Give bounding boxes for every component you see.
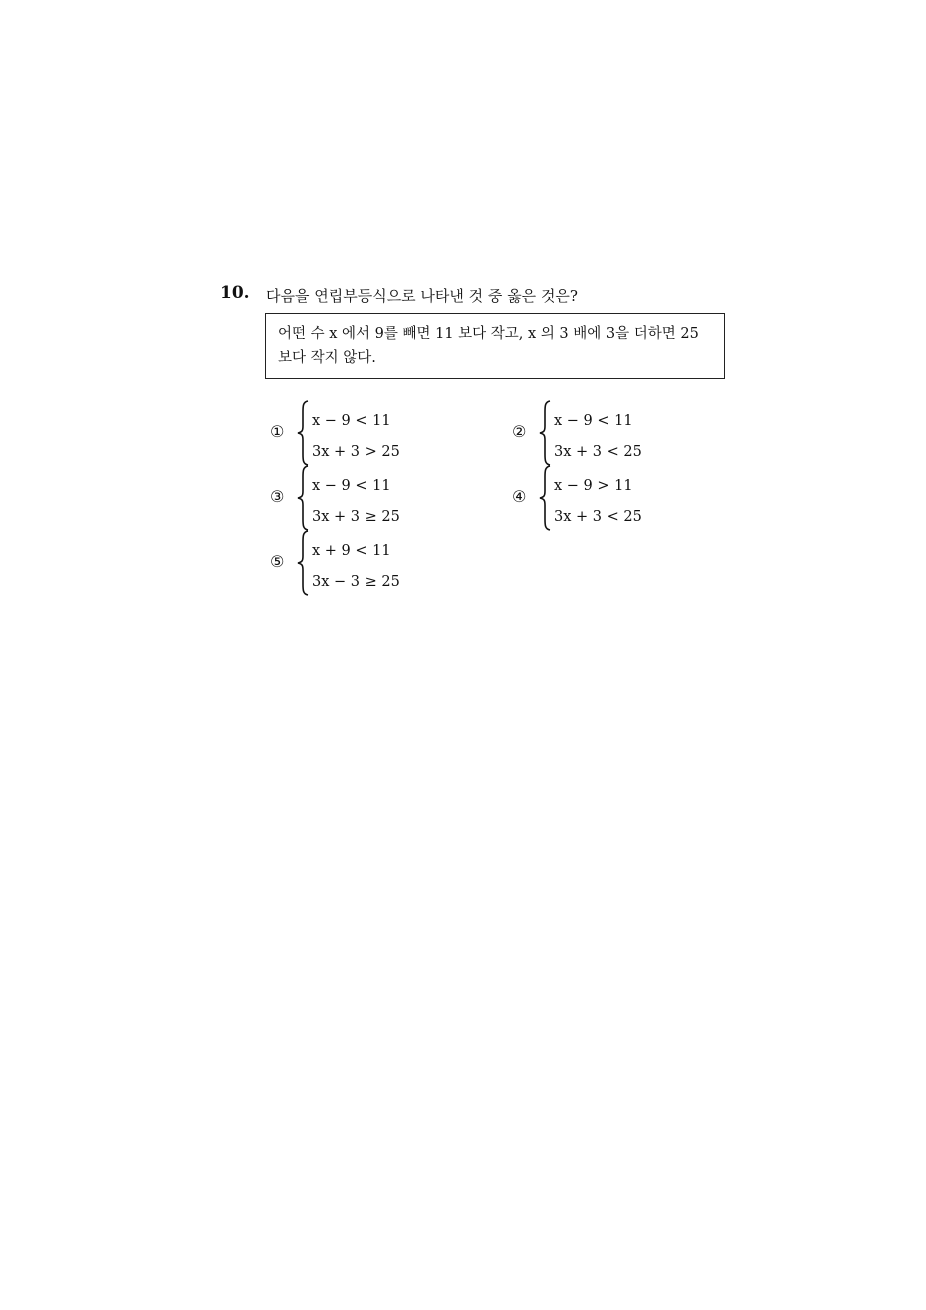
- option-4-inequality-2: 3x + 3 < 25: [554, 509, 642, 525]
- left-brace-icon: [297, 400, 311, 466]
- option-3-inequality-1: x − 9 < 11: [312, 478, 391, 494]
- question-number: 10.: [220, 283, 250, 303]
- condition-line-1: 어떤 수 x 에서 9를 빼면 11 보다 작고, x 의 3 배에 3을 더하면 25: [278, 326, 699, 342]
- left-brace-icon: [539, 465, 553, 531]
- option-2-inequality-1: x − 9 < 11: [554, 413, 633, 429]
- option-1[interactable]: [270, 404, 470, 466]
- left-brace-icon: [297, 465, 311, 531]
- option-5-inequality-2: 3x − 3 ≥ 25: [312, 574, 400, 590]
- left-brace-icon: [539, 400, 553, 466]
- option-4-mark: ④: [512, 487, 527, 506]
- option-2[interactable]: [512, 404, 712, 466]
- option-5-inequality-1: x + 9 < 11: [312, 543, 391, 559]
- condition-line-2: 보다 작지 않다.: [278, 350, 376, 366]
- option-5[interactable]: [270, 534, 470, 596]
- left-brace-icon: [297, 530, 311, 596]
- option-2-inequality-2: 3x + 3 < 25: [554, 444, 642, 460]
- option-3[interactable]: [270, 469, 470, 531]
- option-2-mark: ②: [512, 422, 527, 441]
- option-3-mark: ③: [270, 487, 285, 506]
- condition-box: [265, 313, 725, 379]
- option-4-inequality-1: x − 9 > 11: [554, 478, 633, 494]
- question-prompt: 다음을 연립부등식으로 나타낸 것 중 옳은 것은?: [266, 287, 578, 305]
- option-1-inequality-2: 3x + 3 > 25: [312, 444, 400, 460]
- option-5-mark: ⑤: [270, 552, 285, 571]
- option-1-inequality-1: x − 9 < 11: [312, 413, 391, 429]
- option-1-mark: ①: [270, 422, 285, 441]
- option-3-inequality-2: 3x + 3 ≥ 25: [312, 509, 400, 525]
- option-4[interactable]: [512, 469, 712, 531]
